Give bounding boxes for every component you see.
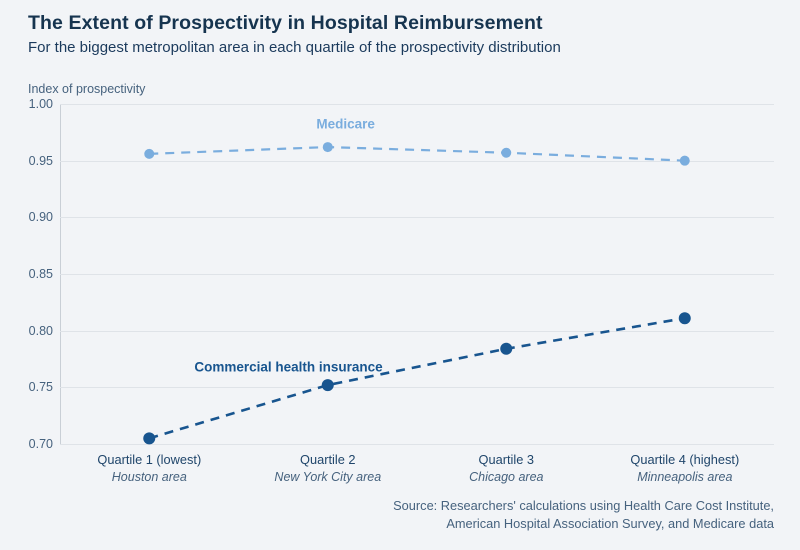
- x-tick: [630, 452, 739, 484]
- x-tick-sublabel: Minneapolis area: [637, 470, 733, 484]
- data-point: [500, 343, 512, 355]
- data-point: [144, 149, 154, 159]
- data-point: [322, 379, 334, 391]
- page-title: The Extent of Prospectivity in Hospital Reimbursement: [28, 12, 543, 34]
- page-subtitle: For the biggest metropolitan area in each quartile of the prospectivity distribution: [28, 39, 561, 56]
- series-line: [149, 318, 685, 438]
- y-tick-label: 0.70: [28, 437, 53, 451]
- x-tick-sublabel: Chicago area: [469, 470, 544, 484]
- x-tick-label: Quartile 4 (highest): [630, 452, 740, 467]
- plot-area: [28, 97, 774, 484]
- x-tick-sublabel: Houston area: [111, 470, 187, 484]
- y-tick-label: 0.90: [28, 210, 53, 225]
- x-tick-label: Quartile 1 (lowest): [97, 452, 202, 467]
- x-tick: [469, 452, 543, 484]
- data-point: [680, 156, 690, 166]
- data-point: [501, 148, 511, 158]
- series-label: Commercial health insurance: [194, 359, 383, 375]
- series-line: [149, 147, 685, 161]
- source-note: [393, 497, 774, 534]
- gridline: [60, 444, 774, 445]
- x-tick-label: Quartile 2: [300, 452, 356, 467]
- x-tick: [274, 452, 381, 484]
- data-point: [323, 142, 333, 152]
- y-tick-label: 1.00: [28, 97, 53, 111]
- y-tick-label: 0.75: [28, 380, 53, 395]
- x-tick-label: Quartile 3: [478, 452, 535, 467]
- y-tick-label: 0.85: [28, 267, 53, 281]
- series-label: Medicare: [316, 116, 375, 132]
- y-axis-label: Index of prospectivity: [28, 82, 146, 96]
- data-point: [679, 312, 691, 324]
- x-tick: [97, 452, 201, 484]
- source-line-1: Source: Researchers' calculations using Health Care Cost Institute,: [393, 497, 774, 513]
- y-tick-label: 0.95: [28, 153, 53, 168]
- series-lines: [60, 104, 774, 444]
- source-line-2: American Hospital Association Survey, and Medicare data: [446, 516, 774, 532]
- y-tick-label: 0.80: [28, 323, 53, 338]
- data-point: [143, 432, 155, 444]
- x-tick-sublabel: New York City area: [274, 470, 382, 484]
